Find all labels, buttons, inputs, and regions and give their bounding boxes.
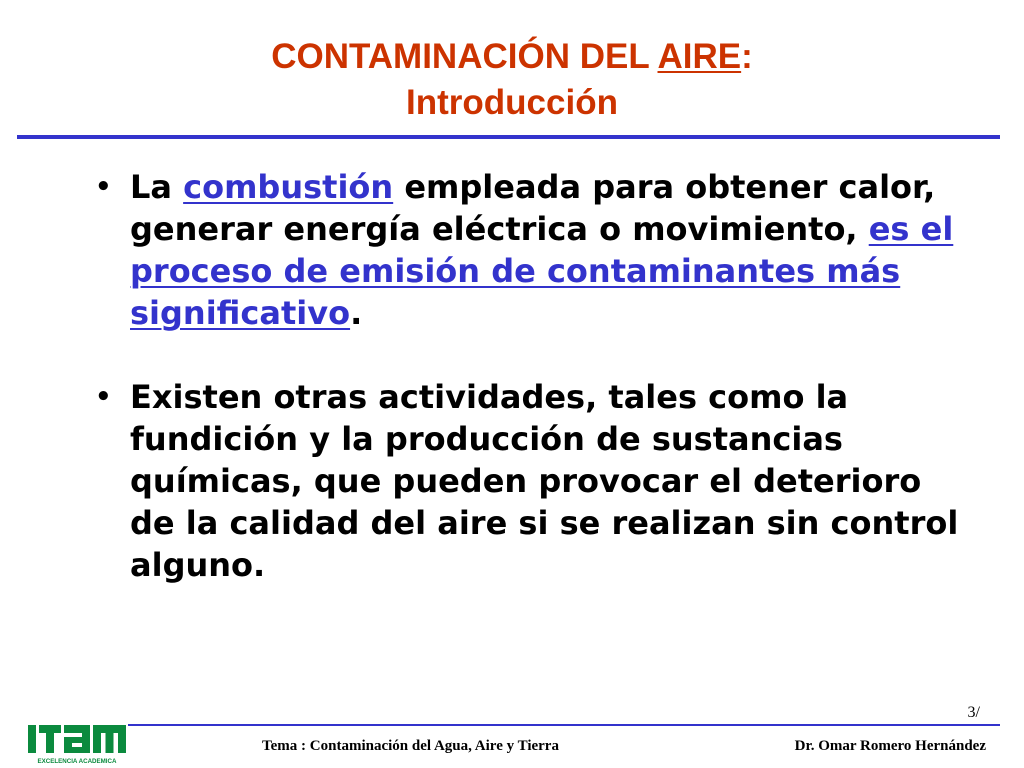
emission-process-link[interactable]: es el proceso de emisión de contaminantes más significativo	[130, 210, 954, 332]
bullet-text: empleada para obtener calor, generar energía eléctrica o movimiento,	[130, 168, 936, 248]
title-divider	[17, 135, 1000, 139]
logo-tagline: EXCELENCIA ACADEMICA	[37, 758, 117, 765]
bullet-item-combustion	[95, 166, 975, 334]
title-line-1	[0, 34, 1024, 80]
bullet-item-other-activities	[95, 376, 975, 586]
title-colon: :	[741, 37, 753, 76]
footer-topic: Tema : Contaminación del Agua, Aire y Tierra	[262, 738, 559, 754]
footer-author: Dr. Omar Romero Hernández	[794, 738, 986, 754]
bullet-list	[95, 166, 975, 586]
title-highlight-aire: AIRE	[657, 37, 742, 76]
bullet-icon: •	[95, 382, 112, 412]
page-number: 3/	[967, 704, 980, 721]
bullet-icon: •	[95, 172, 112, 202]
combustion-link[interactable]: combustión	[183, 168, 394, 206]
bullet-text: La	[130, 168, 184, 206]
title-subtitle: Introducción	[406, 83, 618, 122]
bullet-text: .	[350, 294, 363, 332]
itam-logo	[26, 722, 128, 766]
slide-title	[0, 34, 1024, 126]
bullet-text: Existen otras actividades, tales como la fundición y la producción de sustancias químicas, que pueden provocar el deterioro de la calidad del aire si se realizan sin control alguno.	[130, 378, 959, 584]
footer-divider	[128, 724, 1000, 726]
title-text: CONTAMINACIÓN DEL	[271, 37, 658, 76]
